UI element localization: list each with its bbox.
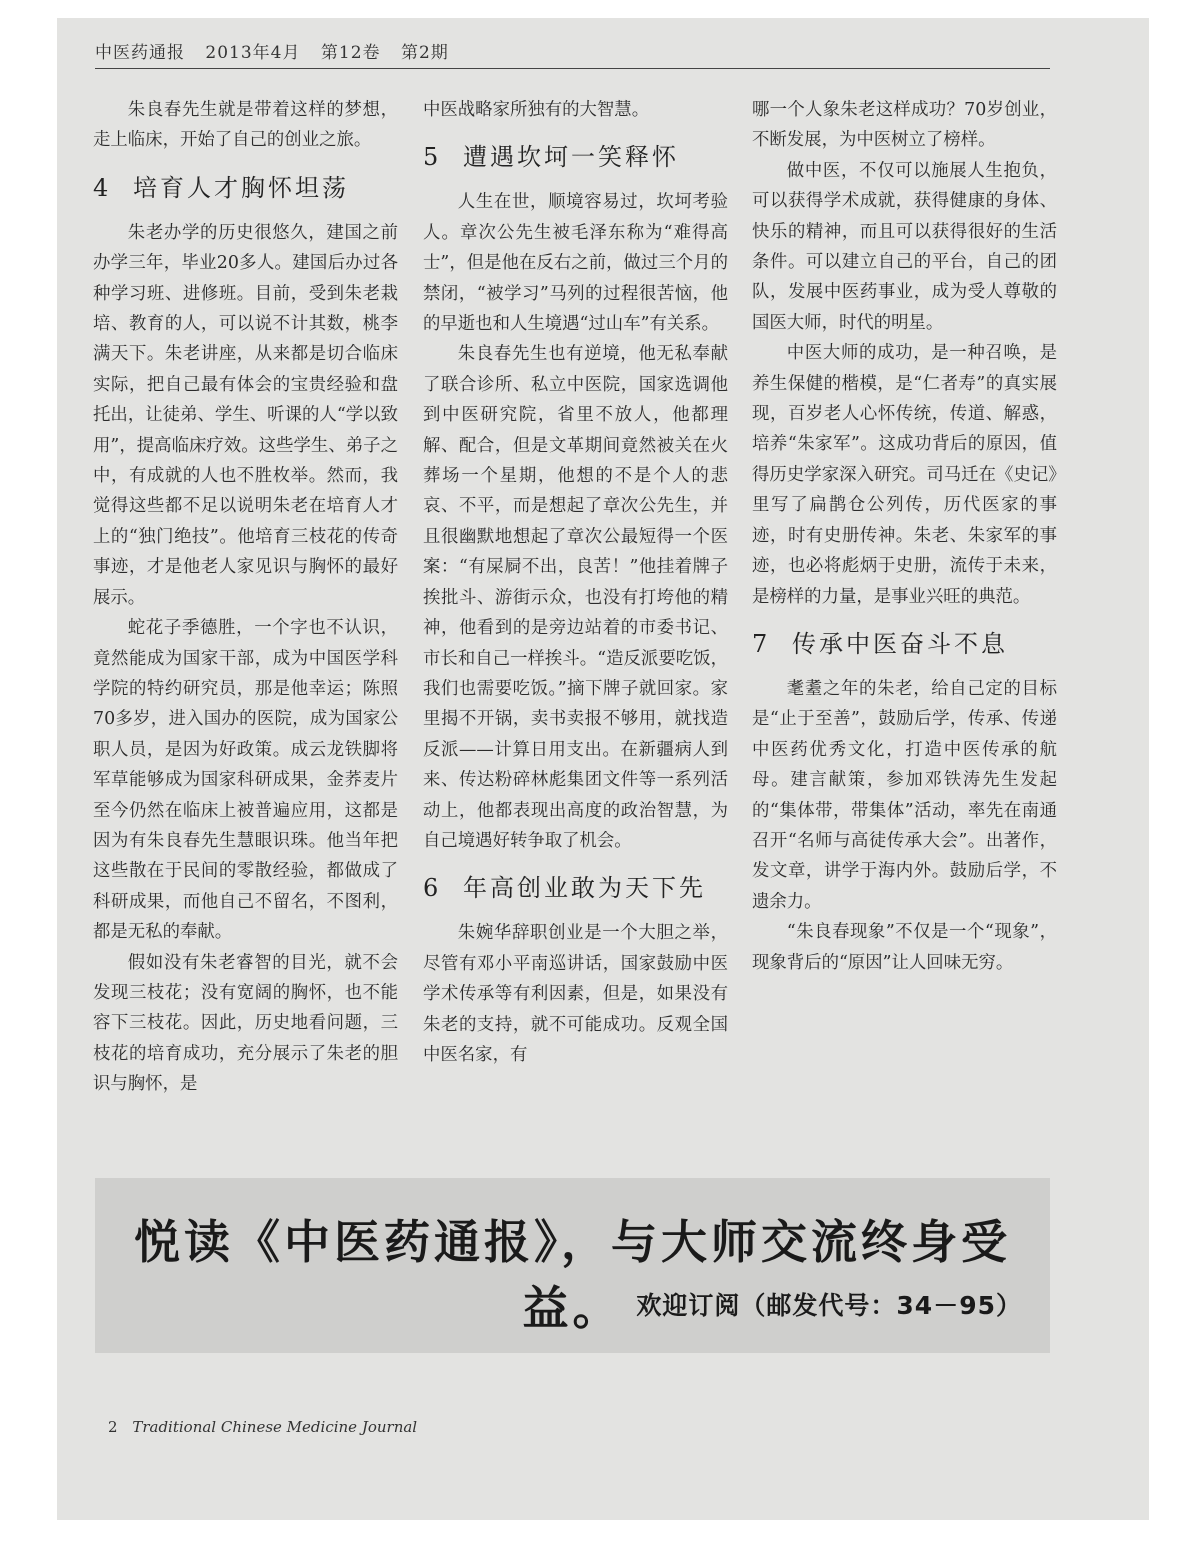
- running-header: [95, 38, 1050, 69]
- column-1: [93, 95, 398, 1100]
- paragraph-continued: 哪一个人象朱老这样成功？70岁创业，不断发展，为中医树立了榜样。: [752, 100, 1057, 151]
- section-title: 遭遇坎坷一笑释怀: [463, 143, 679, 172]
- issue-date: 2013年4月: [205, 43, 301, 63]
- paragraph: 人生在世，顺境容易过，坎坷考验人。章次公先生被毛泽东称为“难得高士”，但是他在反右之前，做过三个月的禁闭，“被学习”马列的过程很苦恼，他的早逝也和人生境遇“过山车”有关系。: [423, 192, 728, 335]
- paragraph: 朱老办学的历史很悠久，建国之前办学三年，毕业20多人。建国后办过各种学习班、进修班。目前，受到朱老栽培、教育的人，可以说不计其数，桃李满天下。朱老讲座，从来都是切合临床实际，把自己最有体会的宝贵经验和盘托出，让徒弟、学生、听课的人“学以致用”，提高临床疗效。这些学生、弟子之中，有成就的人也不胜枚举。然而，我觉得这些都不足以说明朱老在培育人才上的“独门绝技”。他培育三枝花的传奇事迹，才是他老人家见识与胸怀的最好展示。: [93, 222, 398, 608]
- paragraph: 蛇花子季德胜，一个字也不认识，竟然能成为国家干部，成为中国医学科学院的特约研究员，那是他幸运；陈照70多岁，进入国办的医院，成为国家公职人员，是因为好政策。成云龙铁脚将军草能够成为国家科研成果，金荞麦片至今仍然在临床上被普遍应用，这都是因为有朱良春先生慧眼识珠。他当年把这些散在于民间的零散经验，都做成了科研成果，而他自己不留名，不图利，都是无私的奉献。: [93, 618, 398, 943]
- section-heading-6: [423, 872, 728, 904]
- section-title: 传承中医奋斗不息: [792, 629, 1008, 658]
- paragraph-continued: 中医战略家所独有的大智慧。: [423, 100, 650, 120]
- section-heading-4: [93, 172, 398, 204]
- section-heading-7: [752, 628, 1057, 660]
- section-title: 培育人才胸怀坦荡: [133, 173, 349, 202]
- volume-number: 第12卷: [320, 43, 381, 63]
- section-number: 4: [93, 173, 109, 202]
- paragraph: 朱婉华辞职创业是一个大胆之举，尽管有邓小平南巡讲话，国家鼓励中医学术传承等有利因素，但是，如果没有朱老的支持，就不可能成功。反观全国中医名家，有: [423, 923, 728, 1065]
- section-number: 5: [423, 143, 439, 172]
- journal-english-name: Traditional Chinese Medicine Journal: [132, 1418, 418, 1436]
- journal-name: 中医药通报: [95, 43, 185, 63]
- paragraph: 朱良春先生也有逆境，他无私奉献了联合诊所、私立中医院，国家选调他到中医研究院，省里不放人，他都理解、配合，但是文革期间竟然被关在火葬场一个星期，他想的不是个人的悲哀、不平，而是想起了章次公先生，并且很幽默地想起了章次公最短得一个医案：“有屎屙不出，良苦！”他挂着牌子挨批斗、游街示众，也没有打垮他的精神，他看到的是旁边站着的市委书记、市长和自己一样挨斗。“造反派要吃饭，我们也需要吃饭。”摘下牌子就回家。家里揭不开锅，卖书卖报不够用，就找造反派——计算日用支出。在新疆病人到来、传达粉碎林彪集团文件等一系列活动上，他都表现出高度的政治智慧，为自己境遇好转争取了机会。: [423, 344, 728, 851]
- column-3: [752, 95, 1057, 978]
- page-number: 2: [108, 1418, 118, 1436]
- issue-number: 第2期: [400, 43, 449, 63]
- paragraph: 朱良春先生就是带着这样的梦想，走上临床，开始了自己的创业之旅。: [93, 100, 398, 151]
- section-number: 6: [423, 874, 439, 903]
- paragraph: 耄耋之年的朱老，给自己定的目标是“止于至善”，鼓励后学，传承、传递中医药优秀文化，打造中医传承的航母。建言献策，参加邓铁涛先生发起的“集体带，带集体”活动，率先在南通召开“名师与高徒传承大会”。出著作，发文章，讲学于海内外。鼓励后学，不遗余力。: [752, 678, 1057, 912]
- paragraph: “朱良春现象”不仅是一个“现象”，现象背后的“原因”让人回味无穷。: [752, 922, 1057, 973]
- section-number: 7: [752, 629, 768, 658]
- paragraph: 假如没有朱老睿智的目光，就不会发现三枝花；没有宽阔的胸怀，也不能容下三枝花。因此，历史地看问题，三枝花的培育成功，充分展示了朱老的胆识与胸怀，是: [93, 952, 398, 1095]
- page-footer: [108, 1418, 417, 1436]
- section-title: 年高创业敢为天下先: [463, 874, 706, 903]
- paragraph: 中医大师的成功，是一种召唤，是养生保健的楷模，是“仁者寿”的真实展现，百岁老人心怀传统，传道、解惑，培养“朱家军”。这成功背后的原因，值得历史学家深入研究。司马迁在《史记》里写了扁鹊仓公列传，历代医家的事迹，时有史册传神。朱老、朱家军的事迹，也必将彪炳于史册，流传于未来，是榜样的力量，是事业兴旺的典范。: [752, 343, 1057, 607]
- column-2: [423, 95, 728, 1070]
- subscription-banner: [95, 1178, 1050, 1353]
- paragraph: 做中医，不仅可以施展人生抱负，可以获得学术成就，获得健康的身体、快乐的精神，而且可以获得很好的生活条件。可以建立自己的平台，自己的团队，发展中医药事业，成为受人尊敬的国医大师，时代的明星。: [752, 160, 1057, 333]
- banner-slogan: 悦读《中医药通报》，与大师交流终身受益。: [134, 1215, 1011, 1335]
- subscription-code: 欢迎订阅（邮发代号：34－95）: [636, 1291, 1022, 1320]
- section-heading-5: [423, 141, 728, 173]
